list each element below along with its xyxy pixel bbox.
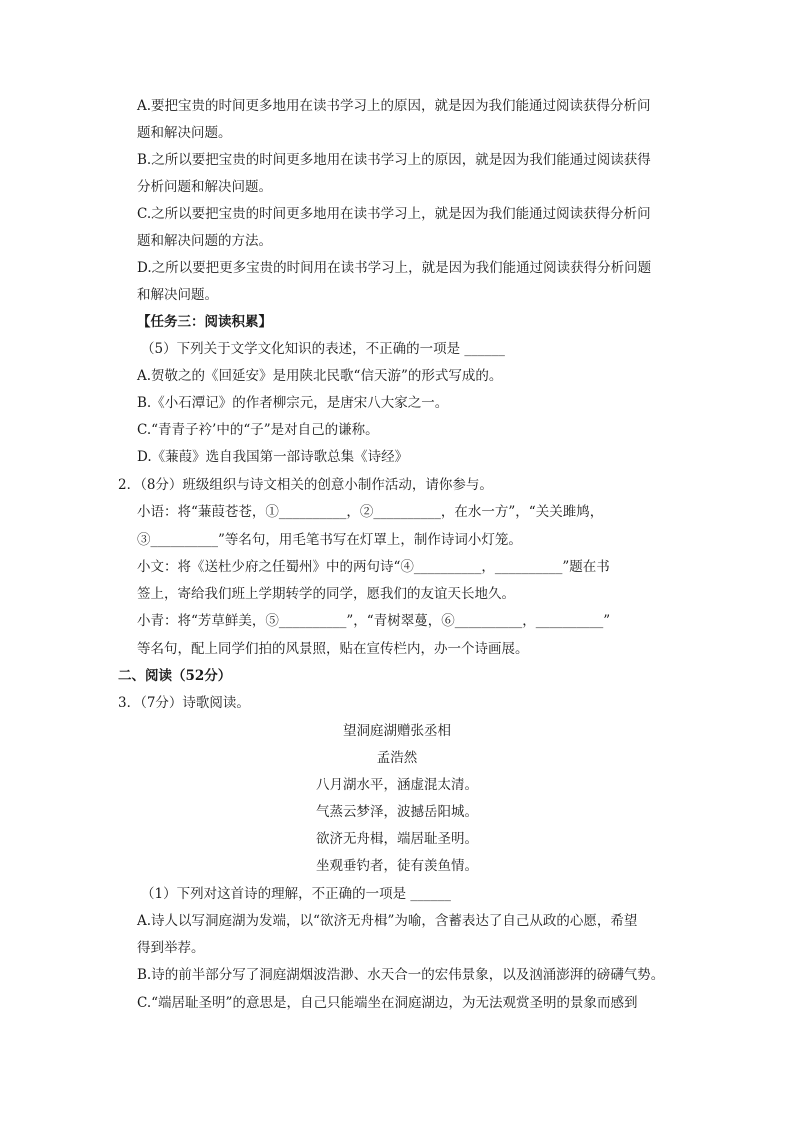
poem-line-3: 欲济无舟楫，端居耻圣明。 (316, 831, 478, 847)
q2-xiaoyu-line2: ③__________”等名句，用毛笔书写在灯罩上，制作诗词小灯笼。 (137, 532, 522, 548)
q2-xiaowen-line1: 小文：将《送杜少府之任蜀州》中的两句诗“④__________，__________”题在书 (137, 559, 610, 575)
task3-heading: 【任务三：阅读积累】 (137, 314, 272, 330)
option-b-line2: 分析问题和解决问题。 (137, 179, 272, 195)
poem-title: 望洞庭湖赠张丞相 (343, 723, 451, 739)
task3-option-c: C.“青青子衿’中的“子”是对自己的谦称。 (137, 422, 379, 438)
option-d-line1: D.之所以要把更多宝贵的时间用在读书学习上，就是因为我们能通过阅读获得分析问题 (137, 260, 652, 276)
poem-line-4: 坐观垂钓者，徒有羡鱼情。 (316, 858, 478, 874)
q2-xiaowen-line2: 签上，寄给我们班上学期转学的同学，愿我们的友谊天长地久。 (137, 586, 515, 602)
task3-option-b: B.《小石潭记》的作者柳宗元，是唐宋八大家之一。 (137, 395, 449, 411)
option-b-line1: B.之所以要把宝贵的时间更多地用在读书学习上的原因，就是因为我们能通过阅读获得 (137, 152, 651, 168)
option-d-line2: 和解决问题。 (137, 287, 218, 303)
option-a-line1: A.要把宝贵的时间更多地用在读书学习上的原因，就是因为我们能通过阅读获得分析问 (137, 98, 651, 114)
q2-xiaoyu-line1: 小语：将“蒹葭苍苍，①__________，②__________，在水一方”，“关关雎鸠， (137, 504, 604, 520)
poem-line-2: 气蒸云梦泽，波撼岳阳城。 (316, 804, 478, 820)
task3-option-a: A.贺敬之的《回延安》是用陕北民歌“信天游”的形式写成的。 (137, 368, 503, 384)
q3-option-b-line1: B.诗的前半部分写了洞庭湖烟波浩渺、水天合一的宏伟景象，以及汹涌澎湃的磅礴气势。 (137, 967, 665, 983)
q2-xiaoqing-line1: 小青：将“芳草鲜美，⑤__________”，“青树翠蔓，⑥__________，__________” (137, 613, 611, 629)
task3-option-d: D.《蒹葭》选自我国第一部诗歌总集《诗经》 (137, 449, 409, 465)
option-c-line2: 题和解决问题的方法。 (137, 233, 272, 249)
section2-heading: 二、阅读（52分） (118, 668, 232, 684)
task3-question: （5）下列关于文学文化知识的表述，不正确的一项是 ______ (141, 341, 505, 357)
option-c-line1: C.之所以要把宝贵的时间更多地用在读书学习上，就是因为我们能通过阅读获得分析问 (137, 206, 651, 222)
q2-stem: 2．（8分）班级组织与诗文相关的创意小制作活动，请你参与。 (118, 477, 493, 493)
q3-option-a-line2: 得到举荐。 (137, 940, 205, 956)
q3-sub1: （1）下列对这首诗的理解，不正确的一项是 ______ (141, 886, 451, 902)
poem-author: 孟浩然 (376, 750, 418, 766)
q3-option-c-line1: C.“端居耻圣明”的意思是，自己只能端坐在洞庭湖边，为无法观赏圣明的景象而感到 (137, 995, 638, 1011)
poem-line-1: 八月湖水平，涵虚混太清。 (316, 777, 478, 793)
option-a-line2: 题和解决问题。 (137, 125, 232, 141)
q3-stem: 3．（7分）诗歌阅读。 (118, 695, 250, 711)
q3-option-a-line1: A.诗人以写洞庭湖为发端，以“欲济无舟楫”为喻，含蓄表达了自己从政的心愿，希望 (137, 913, 638, 929)
q2-xiaoqing-line2: 等名句，配上同学们拍的风景照，贴在宣传栏内，办一个诗画展。 (137, 641, 529, 657)
